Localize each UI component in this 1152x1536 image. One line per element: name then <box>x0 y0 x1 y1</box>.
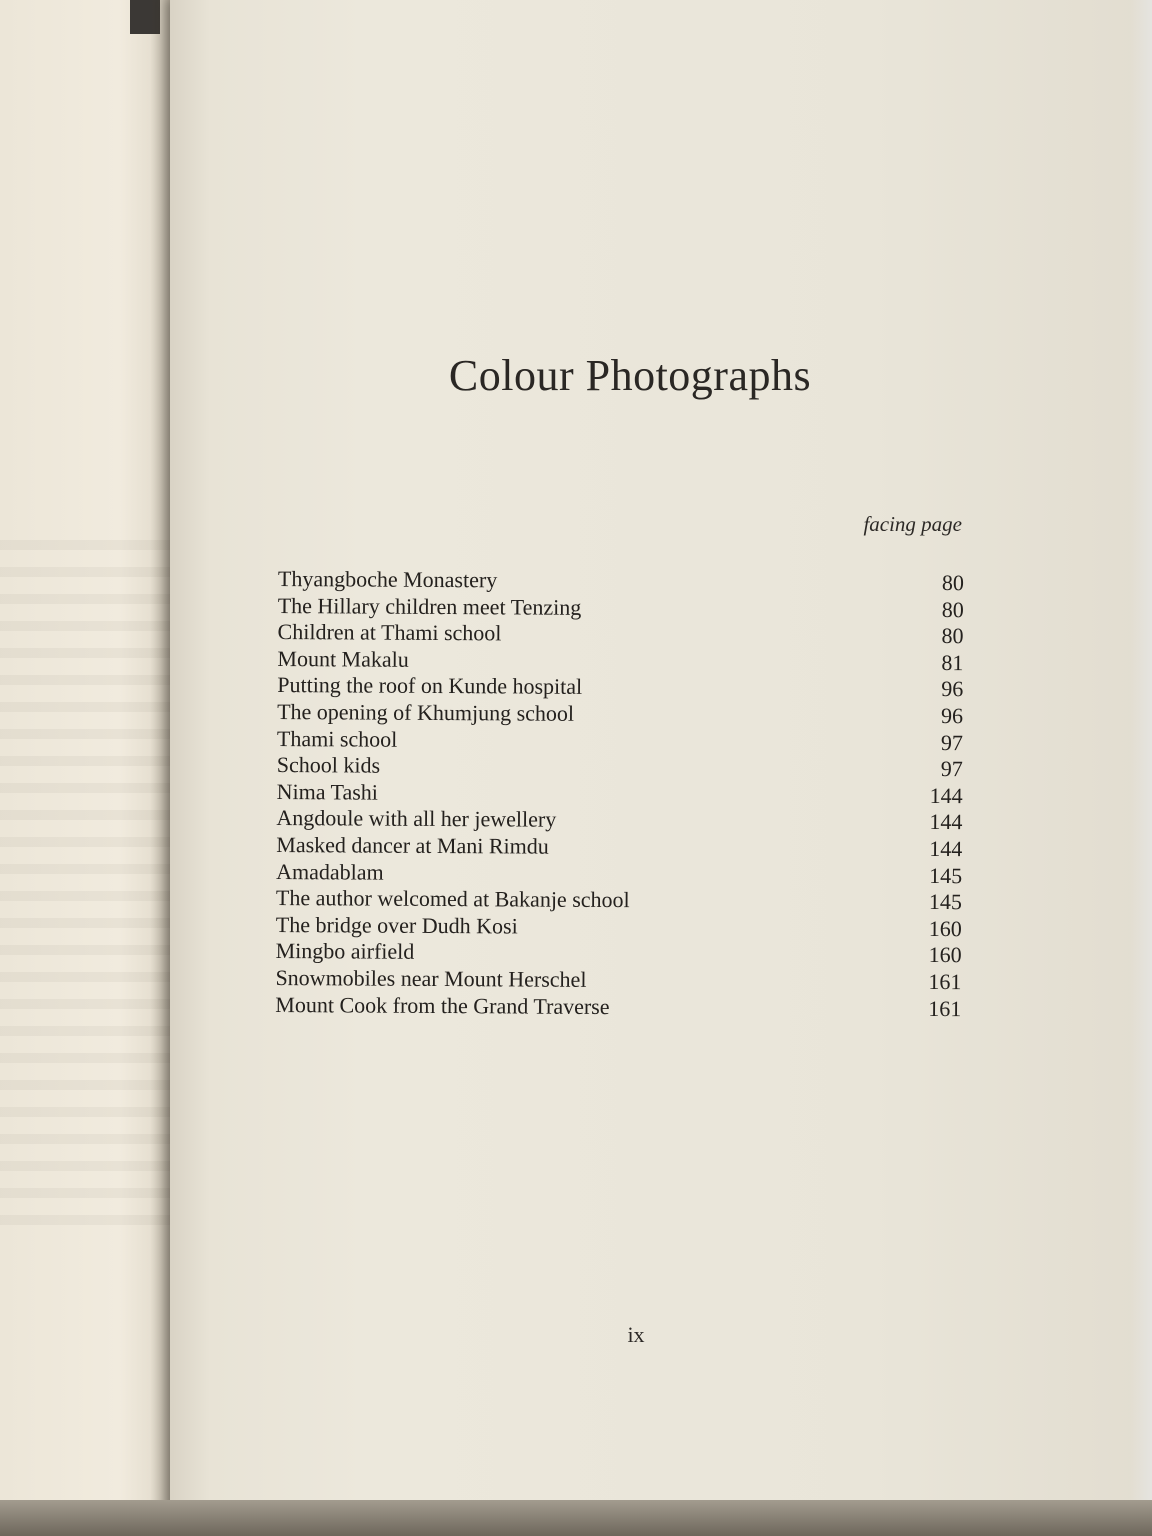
page-number: 144 <box>929 835 963 862</box>
caption: Angdoule with all her jewellery <box>276 805 557 833</box>
page-number: 80 <box>941 623 964 649</box>
caption: The opening of Khumjung school <box>277 698 575 726</box>
page-number: 161 <box>928 995 962 1021</box>
page-number: 144 <box>929 782 963 808</box>
show-through-text <box>0 540 170 1240</box>
page-number: 161 <box>928 968 962 995</box>
page-edge <box>1130 0 1152 1536</box>
page-number: 144 <box>929 809 963 835</box>
list-item <box>277 726 963 757</box>
caption: Thami school <box>276 725 398 752</box>
list-item <box>277 672 963 703</box>
caption: The author welcomed at Bakanje school <box>275 885 630 913</box>
list-item <box>275 965 961 996</box>
list-item <box>277 646 963 677</box>
list-item <box>276 859 962 890</box>
caption: Snowmobiles near Mount Herschel <box>275 964 587 992</box>
page-number: 96 <box>941 676 964 702</box>
photo-list <box>275 566 964 1022</box>
page-number: 80 <box>941 570 964 596</box>
list-item <box>276 805 962 836</box>
list-item <box>276 938 962 969</box>
caption: Mingbo airfield <box>275 938 415 965</box>
caption: Mount Cook from the Grand Traverse <box>275 991 610 1019</box>
list-item <box>278 566 964 597</box>
list-item <box>278 593 964 624</box>
facing-page-header: facing page <box>863 512 962 536</box>
caption: Mount Makalu <box>277 645 409 672</box>
list-item <box>276 885 962 916</box>
page-number: 96 <box>941 703 964 729</box>
list-item <box>277 699 963 730</box>
caption: Nima Tashi <box>276 778 379 805</box>
page-title: Colour Photographs <box>448 351 812 400</box>
page-number: 160 <box>928 915 962 941</box>
page-number: 97 <box>940 756 963 782</box>
list-item <box>275 991 961 1022</box>
page-number: 97 <box>940 729 964 755</box>
caption: The Hillary children meet Tenzing <box>277 592 582 620</box>
list-item <box>276 832 962 863</box>
caption: Putting the roof on Kunde hospital <box>277 672 583 700</box>
list-item <box>276 912 962 943</box>
caption: Amadablam <box>276 858 384 885</box>
folio-page-number: ix <box>627 1322 645 1347</box>
list-item <box>277 779 963 810</box>
caption: Thyangboche Monastery <box>277 566 498 593</box>
page-number: 81 <box>941 649 964 675</box>
caption: Masked dancer at Mani Rimdu <box>276 831 549 859</box>
page-number: 160 <box>928 942 962 968</box>
caption: The bridge over Dudh Kosi <box>275 911 518 939</box>
caption: School kids <box>276 752 381 778</box>
list-item <box>277 752 963 783</box>
page-number: 145 <box>929 862 963 888</box>
list-item <box>278 619 964 650</box>
book-bottom-edge <box>0 1500 1152 1536</box>
page-number: 145 <box>928 889 963 915</box>
caption: Children at Thami school <box>277 619 502 646</box>
page-number: 80 <box>941 596 964 622</box>
